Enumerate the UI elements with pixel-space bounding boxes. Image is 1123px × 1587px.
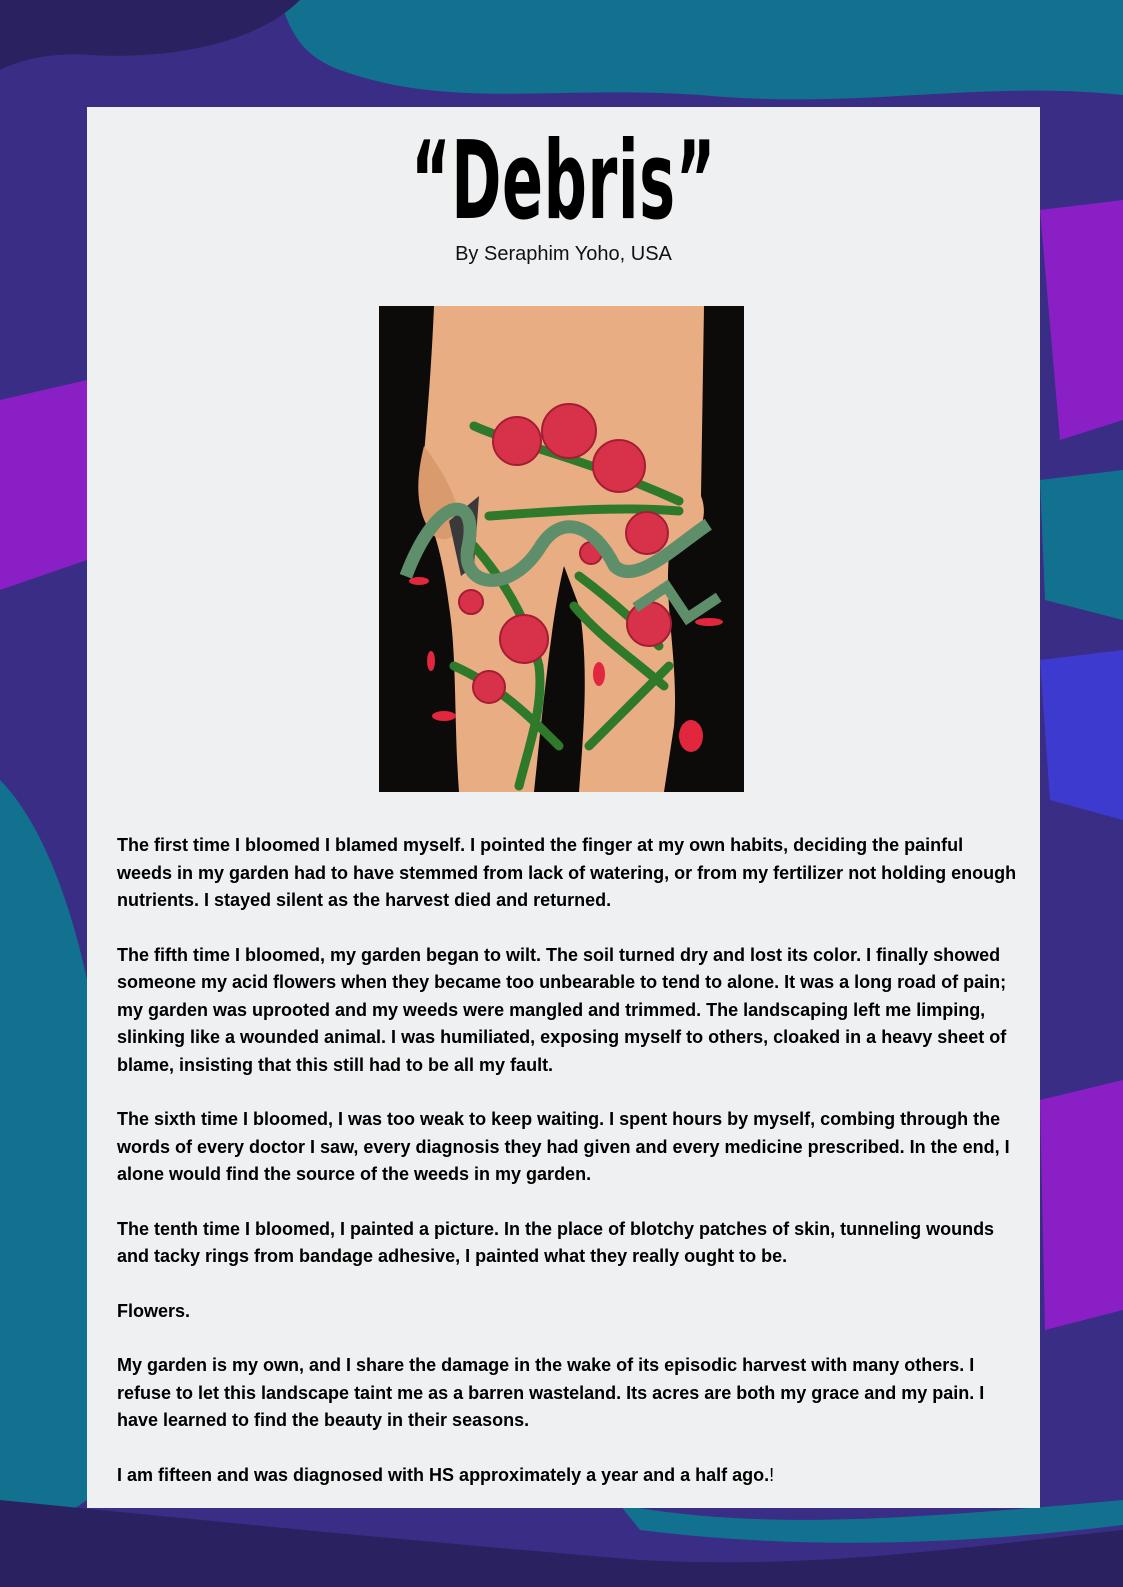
author-note-text: I am fifteen and was diagnosed with HS approximately a year and a half ago. (117, 1464, 770, 1485)
painted-signature-icon (385, 302, 750, 788)
paragraph-garden: My garden is my own, and I share the damage in the wake of its episodic harvest with many others. I refuse to let this landscape taint me as a barren wasteland. Its acres are both my grace and my pain. I have learned to find the beauty in their seasons. (117, 1355, 985, 1430)
paragraph-flowers: Flowers. (117, 1300, 191, 1321)
poem-title: “Debris” (410, 119, 717, 244)
author-note-exclamation: ! (769, 1464, 775, 1485)
paragraph-first-bloom: The first time I bloomed I blamed myself. I pointed the finger at my own habits, deciding the painful weeds in my garden had to have stemmed from lack of watering, or from my fertilizer not holding enough nutrients. I stayed silent as the harvest died and returned. (117, 835, 1017, 910)
paragraph-sixth-bloom: The sixth time I bloomed, I was too weak to keep waiting. I spent hours by myself, combing through the words of every doctor I saw, every diagnosis they had given and every medicine prescribed. In the end, I alone would find the source of the weeds in my garden. (117, 1109, 1010, 1184)
paragraph-author-note (117, 1462, 1017, 1490)
paragraph-tenth-bloom: The tenth time I bloomed, I painted a picture. In the place of blotchy patches of skin, tunneling wounds and tacky rings from bandage adhesive, I painted what they really ought to be. (117, 1218, 995, 1266)
poem-byline: By Seraphim Yoho, USA (455, 243, 672, 265)
poem-card (87, 107, 1040, 1508)
poem-body (117, 832, 1017, 1489)
paragraph-fifth-bloom: The fifth time I bloomed, my garden began to wilt. The soil turned dry and lost its color. I finally showed someone my acid flowers when they became too unbearable to tend to alone. It was a long road of pain; my garden was uprooted and my weeds were mangled and trimmed. The landscaping left me limping, slinking like a wounded animal. I was humiliated, exposing myself to others, cloaked in a heavy sheet of blame, insisting that this still had to be all my fault. (117, 944, 1007, 1075)
artwork-painting (379, 306, 744, 792)
